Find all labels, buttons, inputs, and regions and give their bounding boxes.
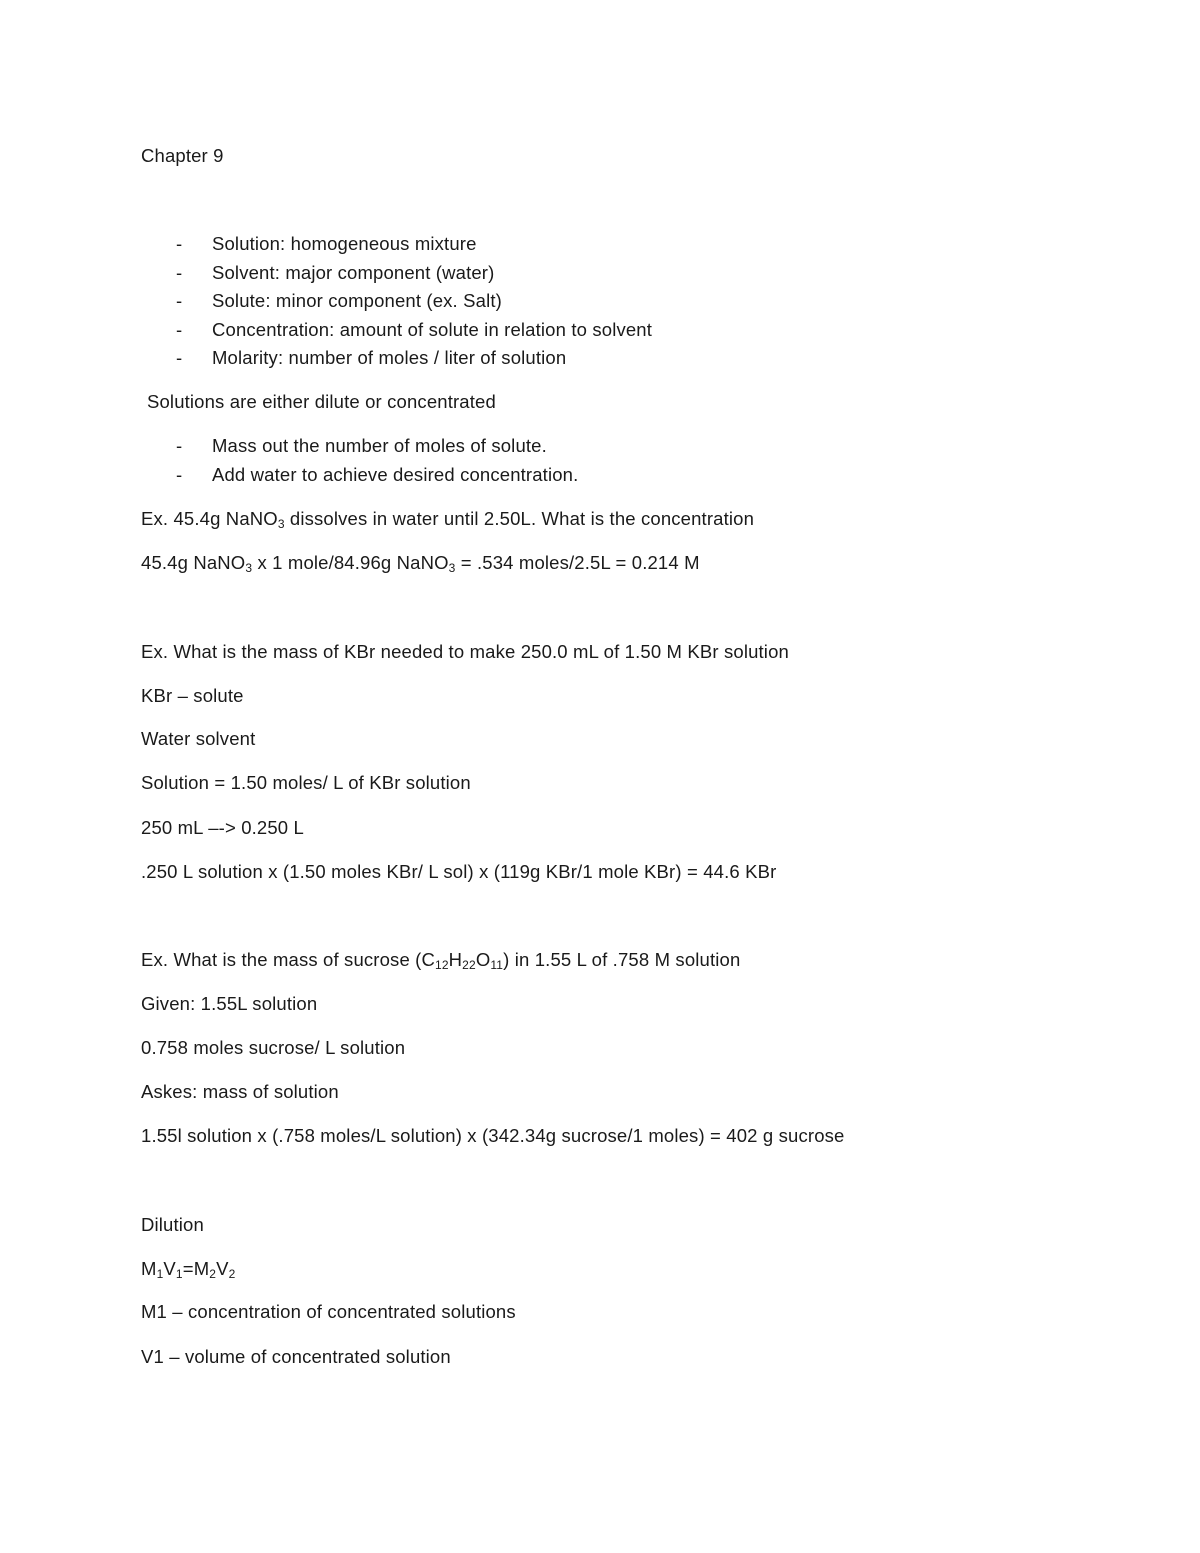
chapter-title: Chapter 9 [141, 145, 224, 166]
example1-question-text: dissolves in water until 2.50L. What is the concentration [284, 508, 755, 529]
calc-text: x 1 mole/84.96g NaNO [252, 552, 449, 573]
example2-question: Ex. What is the mass of KBr needed to make 250.0 mL of 1.50 M KBr solution [141, 641, 789, 662]
example2-solute: KBr – solute [141, 685, 244, 706]
definition-molarity: Molarity: number of moles / liter of solution [212, 347, 567, 368]
subscript: 3 [448, 561, 456, 575]
definition-solvent: Solvent: major component (water) [212, 262, 495, 283]
eq-symbol: V [163, 1258, 176, 1279]
solutions-note: Solutions are either dilute or concentrated [147, 391, 496, 412]
bullet-dash: - [176, 319, 183, 340]
subscript: 2 [228, 1267, 236, 1281]
example3-asks: Askes: mass of solution [141, 1081, 339, 1102]
example2-solution: Solution = 1.50 moles/ L of KBr solution [141, 772, 471, 793]
calc-text: = .534 moles/2.5L = 0.214 M [455, 552, 700, 573]
example2-calculation: .250 L solution x (1.50 moles KBr/ L sol) x (119g KBr/1 mole KBr) = 44.6 KBr [141, 861, 777, 882]
definition-concentration: Concentration: amount of solute in relation to solvent [212, 319, 653, 340]
calc-text: 45.4g NaNO [141, 552, 246, 573]
example1-calculation [141, 552, 700, 574]
example3-moles: 0.758 moles sucrose/ L solution [141, 1037, 406, 1058]
step-mass-out: Mass out the number of moles of solute. [212, 435, 547, 456]
step-add-water: Add water to achieve desired concentration. [212, 464, 579, 485]
example2-conversion: 250 mL –-> 0.250 L [141, 817, 304, 838]
example3-question-text: Ex. What is the mass of sucrose (C [141, 949, 435, 970]
eq-symbol: M [141, 1258, 157, 1279]
example3-question-text: ) in 1.55 L of .758 M solution [503, 949, 741, 970]
example2-solvent: Water solvent [141, 728, 256, 749]
subscript: 22 [462, 958, 476, 972]
dilution-title: Dilution [141, 1214, 204, 1235]
definition-solute: Solute: minor component (ex. Salt) [212, 290, 502, 311]
subscript: 11 [490, 958, 504, 972]
subscript: 2 [209, 1267, 217, 1281]
subscript: 12 [435, 958, 449, 972]
eq-symbol: = [182, 1258, 194, 1279]
subscript: 3 [277, 517, 285, 531]
subscript: 1 [175, 1267, 183, 1281]
dilution-m1-definition: M1 – concentration of concentrated solutions [141, 1301, 516, 1322]
bullet-dash: - [176, 233, 183, 254]
example3-calculation: 1.55l solution x (.758 moles/L solution) x (342.34g sucrose/1 moles) = 402 g sucrose [141, 1125, 845, 1146]
bullet-dash: - [176, 435, 183, 456]
bullet-dash: - [176, 290, 183, 311]
dilution-v1-definition: V1 – volume of concentrated solution [141, 1346, 451, 1367]
element-symbol: H [448, 949, 463, 970]
eq-symbol: M [193, 1258, 210, 1279]
subscript: 3 [245, 561, 253, 575]
bullet-dash: - [176, 262, 183, 283]
example1-question-text: Ex. 45.4g NaNO [141, 508, 278, 529]
eq-symbol: V [216, 1258, 229, 1279]
bullet-dash: - [176, 464, 183, 485]
definition-solution: Solution: homogeneous mixture [212, 233, 477, 254]
bullet-dash: - [176, 347, 183, 368]
example1-question [141, 508, 754, 530]
example3-given: Given: 1.55L solution [141, 993, 318, 1014]
element-symbol: O [475, 949, 491, 970]
dilution-equation [141, 1258, 235, 1280]
example3-question [141, 949, 740, 971]
subscript: 1 [156, 1267, 164, 1281]
